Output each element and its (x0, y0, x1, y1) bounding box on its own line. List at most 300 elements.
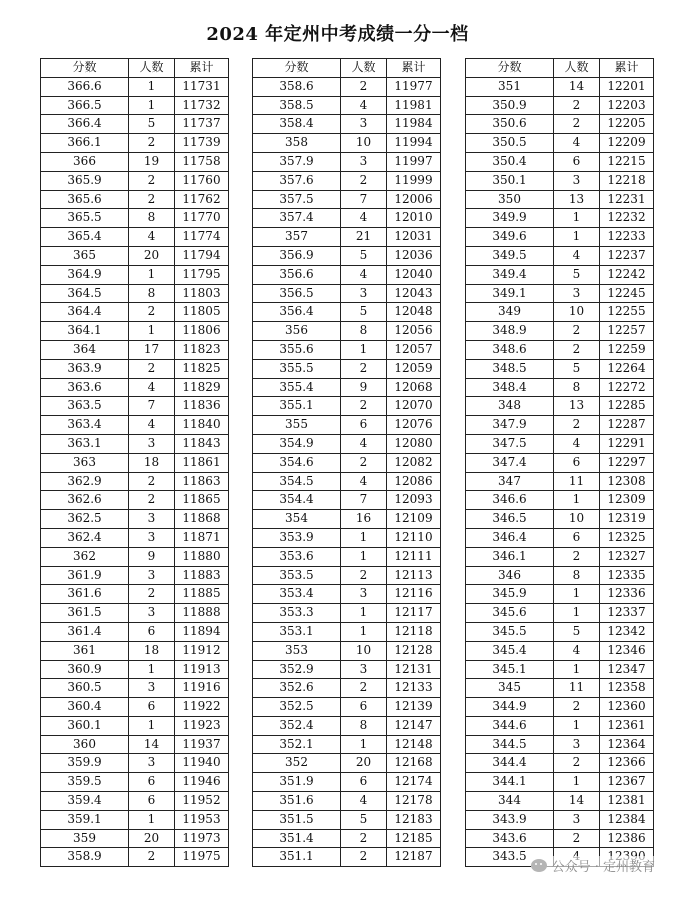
cumulative-cell: 11916 (175, 679, 229, 698)
cumulative-cell: 12291 (600, 434, 654, 453)
count-cell: 11 (554, 472, 600, 491)
table-row (466, 77, 654, 96)
count-cell: 2 (129, 585, 175, 604)
score-cell: 344.1 (466, 773, 554, 792)
score-cell: 346.5 (466, 510, 554, 529)
count-cell: 1 (341, 604, 387, 623)
cumulative-cell: 11762 (175, 190, 229, 209)
score-cell: 359.1 (41, 810, 129, 829)
table-header-row (41, 59, 229, 78)
cumulative-cell: 11940 (175, 754, 229, 773)
count-cell: 20 (129, 246, 175, 265)
table-row (466, 209, 654, 228)
cumulative-cell: 11977 (387, 77, 441, 96)
score-cell: 362 (41, 547, 129, 566)
count-cell: 3 (129, 604, 175, 623)
count-cell: 5 (554, 265, 600, 284)
count-cell: 14 (129, 735, 175, 754)
score-cell: 353.1 (253, 622, 341, 641)
score-cell: 343.9 (466, 810, 554, 829)
score-cell: 361.6 (41, 585, 129, 604)
table-row (466, 510, 654, 529)
score-cell: 362.4 (41, 528, 129, 547)
count-cell: 14 (554, 77, 600, 96)
cumulative-cell: 11981 (387, 96, 441, 115)
count-cell: 4 (554, 134, 600, 153)
count-cell: 2 (554, 115, 600, 134)
table-row (41, 792, 229, 811)
cumulative-cell: 12147 (387, 716, 441, 735)
count-cell: 8 (341, 322, 387, 341)
score-cell: 348.9 (466, 322, 554, 341)
count-cell: 6 (341, 698, 387, 717)
count-cell: 3 (341, 660, 387, 679)
table-row (466, 434, 654, 453)
cumulative-cell: 12203 (600, 96, 654, 115)
score-cell: 352.9 (253, 660, 341, 679)
cumulative-cell: 11868 (175, 510, 229, 529)
count-cell: 6 (129, 698, 175, 717)
count-cell: 3 (554, 171, 600, 190)
cumulative-cell: 12309 (600, 491, 654, 510)
count-cell: 3 (341, 152, 387, 171)
count-cell: 2 (129, 134, 175, 153)
cumulative-cell: 11732 (175, 96, 229, 115)
cumulative-cell: 11863 (175, 472, 229, 491)
count-cell: 7 (341, 491, 387, 510)
count-cell: 4 (341, 96, 387, 115)
score-cell: 357 (253, 228, 341, 247)
table-row (253, 434, 441, 453)
cumulative-cell: 11975 (175, 848, 229, 867)
cumulative-cell: 12232 (600, 209, 654, 228)
table-row (41, 829, 229, 848)
cumulative-cell: 12259 (600, 340, 654, 359)
count-cell: 1 (554, 491, 600, 510)
table-row (253, 698, 441, 717)
table-row (41, 115, 229, 134)
cumulative-cell: 12381 (600, 792, 654, 811)
cumulative-cell: 12048 (387, 303, 441, 322)
table-row (466, 660, 654, 679)
count-cell: 10 (554, 510, 600, 529)
table-row (253, 528, 441, 547)
table-row (466, 340, 654, 359)
count-cell: 3 (129, 754, 175, 773)
cumulative-cell: 12364 (600, 735, 654, 754)
count-cell: 2 (341, 77, 387, 96)
table-row (41, 416, 229, 435)
table-row (41, 773, 229, 792)
table-row (253, 228, 441, 247)
count-cell: 6 (341, 773, 387, 792)
score-cell: 344 (466, 792, 554, 811)
score-cell: 345.5 (466, 622, 554, 641)
count-cell: 5 (129, 115, 175, 134)
cumulative-cell: 11829 (175, 378, 229, 397)
table-row (466, 265, 654, 284)
count-cell: 4 (341, 472, 387, 491)
score-cell: 358.4 (253, 115, 341, 134)
count-cell: 2 (554, 698, 600, 717)
count-cell: 13 (554, 190, 600, 209)
count-cell: 10 (341, 641, 387, 660)
table-row (253, 397, 441, 416)
table-row (41, 641, 229, 660)
table-row (466, 829, 654, 848)
count-cell: 9 (129, 547, 175, 566)
cumulative-cell: 11836 (175, 397, 229, 416)
score-cell: 363.5 (41, 397, 129, 416)
score-cell: 350.4 (466, 152, 554, 171)
table-row (41, 848, 229, 867)
table-row (41, 340, 229, 359)
table-row (466, 773, 654, 792)
score-cell: 345.9 (466, 585, 554, 604)
count-cell: 4 (341, 265, 387, 284)
count-cell: 10 (554, 303, 600, 322)
cumulative-cell: 11739 (175, 134, 229, 153)
count-cell: 4 (129, 228, 175, 247)
score-cell: 366.6 (41, 77, 129, 96)
cumulative-cell: 12264 (600, 359, 654, 378)
score-cell: 350 (466, 190, 554, 209)
cumulative-cell: 12086 (387, 472, 441, 491)
table-row (466, 96, 654, 115)
score-cell: 345 (466, 679, 554, 698)
cumulative-cell: 12336 (600, 585, 654, 604)
score-cell: 348.5 (466, 359, 554, 378)
score-cell: 353.3 (253, 604, 341, 623)
count-cell: 8 (554, 378, 600, 397)
count-cell: 2 (554, 340, 600, 359)
score-cell: 349 (466, 303, 554, 322)
count-cell: 4 (554, 246, 600, 265)
cumulative-cell: 11922 (175, 698, 229, 717)
score-cell: 354.9 (253, 434, 341, 453)
count-cell: 1 (129, 810, 175, 829)
count-cell: 1 (129, 660, 175, 679)
cumulative-cell: 12059 (387, 359, 441, 378)
table-row (253, 716, 441, 735)
cumulative-cell: 11937 (175, 735, 229, 754)
score-cell: 355.4 (253, 378, 341, 397)
score-cell: 359 (41, 829, 129, 848)
score-cell: 361.9 (41, 566, 129, 585)
cumulative-cell: 11823 (175, 340, 229, 359)
table-row (253, 77, 441, 96)
score-cell: 359.5 (41, 773, 129, 792)
table-row (253, 810, 441, 829)
cumulative-cell: 12010 (387, 209, 441, 228)
score-cell: 366.1 (41, 134, 129, 153)
score-cell: 362.6 (41, 491, 129, 510)
cumulative-cell: 12287 (600, 416, 654, 435)
score-cell: 358 (253, 134, 341, 153)
score-cell: 345.4 (466, 641, 554, 660)
cumulative-cell: 12178 (387, 792, 441, 811)
cumulative-cell: 12242 (600, 265, 654, 284)
score-cell: 344.6 (466, 716, 554, 735)
cumulative-cell: 12255 (600, 303, 654, 322)
cumulative-cell: 11795 (175, 265, 229, 284)
cumulative-cell: 12185 (387, 829, 441, 848)
cumulative-cell: 11923 (175, 716, 229, 735)
count-cell: 16 (341, 510, 387, 529)
score-cell: 352.4 (253, 716, 341, 735)
score-cell: 356.5 (253, 284, 341, 303)
cumulative-cell: 12133 (387, 679, 441, 698)
count-cell: 1 (554, 228, 600, 247)
count-cell: 4 (341, 792, 387, 811)
cumulative-cell: 11999 (387, 171, 441, 190)
count-cell: 2 (341, 848, 387, 867)
score-cell: 343.6 (466, 829, 554, 848)
cumulative-cell: 12174 (387, 773, 441, 792)
watermark-text: 公众号 · 定州教育 (551, 860, 655, 875)
count-cell: 1 (129, 96, 175, 115)
cumulative-cell: 11885 (175, 585, 229, 604)
count-cell: 6 (341, 416, 387, 435)
cumulative-header: 累计 (600, 59, 654, 78)
cumulative-cell: 12043 (387, 284, 441, 303)
score-cell: 357.5 (253, 190, 341, 209)
count-cell: 1 (341, 340, 387, 359)
table-row (41, 735, 229, 754)
table-row (41, 754, 229, 773)
cumulative-cell: 12218 (600, 171, 654, 190)
count-cell: 1 (554, 209, 600, 228)
count-cell: 1 (129, 265, 175, 284)
cumulative-cell: 12057 (387, 340, 441, 359)
count-cell: 2 (129, 171, 175, 190)
page-title: 2024 年定州中考成绩一分一档 (206, 24, 469, 45)
count-cell: 2 (129, 472, 175, 491)
table-row (41, 698, 229, 717)
score-header: 分数 (41, 59, 129, 78)
count-cell: 3 (341, 585, 387, 604)
cumulative-cell: 11865 (175, 491, 229, 510)
table-row (41, 209, 229, 228)
score-cell: 363.9 (41, 359, 129, 378)
score-cell: 363 (41, 453, 129, 472)
score-cell: 352.6 (253, 679, 341, 698)
cumulative-cell: 12205 (600, 115, 654, 134)
score-cell: 356.6 (253, 265, 341, 284)
cumulative-cell: 11871 (175, 528, 229, 547)
cumulative-cell: 11952 (175, 792, 229, 811)
count-cell: 17 (129, 340, 175, 359)
cumulative-cell: 12201 (600, 77, 654, 96)
score-cell: 361.5 (41, 604, 129, 623)
table-row (41, 134, 229, 153)
cumulative-cell: 12116 (387, 585, 441, 604)
table-row (466, 416, 654, 435)
table-row (253, 679, 441, 698)
count-cell: 1 (554, 773, 600, 792)
score-cell: 355.6 (253, 340, 341, 359)
count-cell: 6 (129, 773, 175, 792)
count-cell: 1 (554, 660, 600, 679)
score-table-2 (252, 58, 441, 867)
table-row (41, 228, 229, 247)
cumulative-cell: 12360 (600, 698, 654, 717)
count-cell: 2 (129, 359, 175, 378)
table-row (253, 604, 441, 623)
count-cell: 2 (554, 754, 600, 773)
table-row (466, 622, 654, 641)
cumulative-cell: 11997 (387, 152, 441, 171)
cumulative-cell: 12367 (600, 773, 654, 792)
score-header: 分数 (466, 59, 554, 78)
count-cell: 6 (554, 152, 600, 171)
score-cell: 359.9 (41, 754, 129, 773)
table-row (41, 190, 229, 209)
score-cell: 360.5 (41, 679, 129, 698)
score-cell: 349.1 (466, 284, 554, 303)
cumulative-cell: 12040 (387, 265, 441, 284)
table-row (253, 848, 441, 867)
table-row (466, 228, 654, 247)
table-row (253, 641, 441, 660)
table-row (466, 641, 654, 660)
score-cell: 361 (41, 641, 129, 660)
count-cell: 3 (341, 115, 387, 134)
cumulative-cell: 12346 (600, 641, 654, 660)
table-row (466, 547, 654, 566)
score-cell: 362.5 (41, 510, 129, 529)
table-row (466, 171, 654, 190)
count-cell: 2 (129, 190, 175, 209)
score-cell: 349.6 (466, 228, 554, 247)
table-row (466, 322, 654, 341)
count-cell: 1 (341, 622, 387, 641)
count-cell: 4 (554, 434, 600, 453)
count-cell: 13 (554, 397, 600, 416)
count-cell: 6 (129, 792, 175, 811)
score-cell: 366.5 (41, 96, 129, 115)
cumulative-cell: 12168 (387, 754, 441, 773)
cumulative-cell: 12325 (600, 528, 654, 547)
table-row (41, 171, 229, 190)
count-cell: 11 (554, 679, 600, 698)
table-row (41, 303, 229, 322)
cumulative-cell: 12297 (600, 453, 654, 472)
score-cell: 364 (41, 340, 129, 359)
score-cell: 364.9 (41, 265, 129, 284)
table-row (253, 547, 441, 566)
table-row (41, 810, 229, 829)
table-row (41, 284, 229, 303)
table-row (466, 397, 654, 416)
cumulative-cell: 11861 (175, 453, 229, 472)
table-row (466, 246, 654, 265)
score-cell: 366 (41, 152, 129, 171)
cumulative-cell: 12110 (387, 528, 441, 547)
table-row (466, 810, 654, 829)
score-cell: 364.1 (41, 322, 129, 341)
count-cell: 2 (129, 491, 175, 510)
table-row (253, 378, 441, 397)
score-cell: 344.5 (466, 735, 554, 754)
cumulative-cell: 12068 (387, 378, 441, 397)
table-row (466, 359, 654, 378)
table-row (41, 528, 229, 547)
cumulative-cell: 12006 (387, 190, 441, 209)
cumulative-cell: 12117 (387, 604, 441, 623)
score-cell: 360.4 (41, 698, 129, 717)
score-cell: 347.5 (466, 434, 554, 453)
table-row (253, 115, 441, 134)
score-cell: 363.6 (41, 378, 129, 397)
cumulative-cell: 12361 (600, 716, 654, 735)
count-cell: 7 (129, 397, 175, 416)
score-cell: 346.4 (466, 528, 554, 547)
cumulative-cell: 12093 (387, 491, 441, 510)
score-cell: 352.5 (253, 698, 341, 717)
table-row (41, 152, 229, 171)
table-row (41, 397, 229, 416)
score-cell: 349.5 (466, 246, 554, 265)
count-cell: 3 (129, 566, 175, 585)
table-row (466, 679, 654, 698)
score-cell: 347.4 (466, 453, 554, 472)
table-row (253, 265, 441, 284)
count-cell: 7 (341, 190, 387, 209)
table-row (253, 510, 441, 529)
count-cell: 3 (554, 735, 600, 754)
table-row (466, 604, 654, 623)
table-row (253, 585, 441, 604)
count-cell: 5 (554, 622, 600, 641)
table-row (253, 829, 441, 848)
table-row (41, 96, 229, 115)
table-row (466, 284, 654, 303)
cumulative-cell: 12335 (600, 566, 654, 585)
cumulative-cell: 12118 (387, 622, 441, 641)
cumulative-cell: 12366 (600, 754, 654, 773)
score-cell: 352.1 (253, 735, 341, 754)
count-header: 人数 (341, 59, 387, 78)
score-cell: 355.1 (253, 397, 341, 416)
cumulative-cell: 12384 (600, 810, 654, 829)
score-cell: 361.4 (41, 622, 129, 641)
score-cell: 365.5 (41, 209, 129, 228)
score-cell: 360.9 (41, 660, 129, 679)
score-cell: 352 (253, 754, 341, 773)
table-row (466, 303, 654, 322)
count-cell: 20 (341, 754, 387, 773)
table-row (41, 378, 229, 397)
cumulative-header: 累计 (175, 59, 229, 78)
score-cell: 349.4 (466, 265, 554, 284)
table-row (253, 472, 441, 491)
cumulative-cell: 12285 (600, 397, 654, 416)
cumulative-cell: 12245 (600, 284, 654, 303)
cumulative-cell: 11894 (175, 622, 229, 641)
count-cell: 2 (554, 416, 600, 435)
table-row (253, 792, 441, 811)
count-cell: 1 (129, 322, 175, 341)
table-row (41, 472, 229, 491)
cumulative-cell: 12076 (387, 416, 441, 435)
table-row (253, 190, 441, 209)
score-cell: 347 (466, 472, 554, 491)
cumulative-cell: 11913 (175, 660, 229, 679)
score-cell: 350.6 (466, 115, 554, 134)
count-cell: 2 (341, 829, 387, 848)
score-cell: 353.9 (253, 528, 341, 547)
